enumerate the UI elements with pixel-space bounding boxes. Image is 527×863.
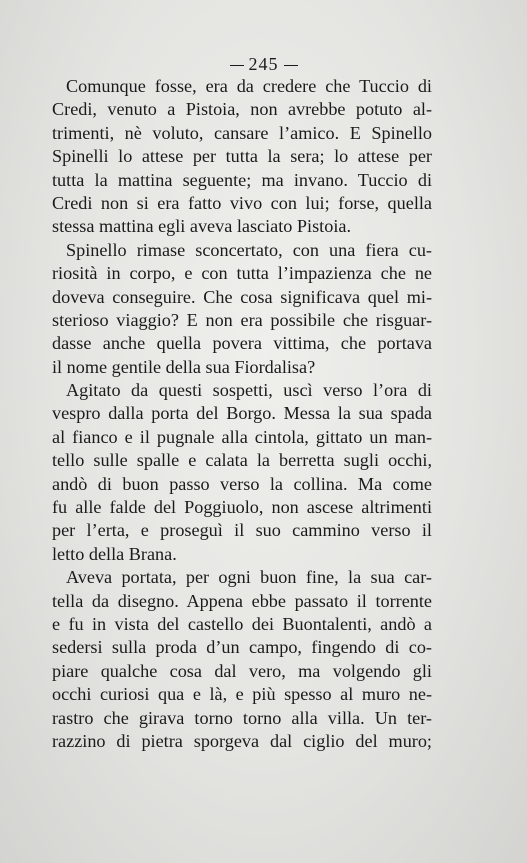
text-line: occhi curiosi qua e là, e più spesso al muro ne-	[52, 684, 432, 705]
text-line: piare qualche cosa dal vero, ma volgendo gli	[52, 660, 432, 681]
text-line: sterioso viaggio? E non era possibile che risguar-	[52, 309, 432, 330]
text-line: Agitato da questi sospetti, uscì verso l’ora di	[66, 380, 432, 401]
text-line: e fu in vista del castello dei Buontalenti, andò a	[52, 613, 432, 634]
page-number	[0, 54, 527, 75]
text-line: tella da disegno. Appena ebbe passato il torrente	[52, 590, 432, 611]
text-line: fu alle falde del Poggiuolo, non ascese altrimenti	[52, 497, 432, 518]
text-line: il nome gentile della sua Fiordalisa?	[52, 356, 316, 377]
text-line: rastro che girava torno torno alla villa. Un ter-	[52, 707, 432, 728]
text-line: vespro dalla porta del Borgo. Messa la sua spada	[52, 403, 432, 424]
paragraph-4	[52, 566, 432, 753]
page-number-dash-right	[284, 65, 298, 66]
page-number-dash-left	[230, 65, 244, 66]
text-line: Comunque fosse, era da credere che Tuccio di	[66, 76, 432, 96]
text-line: tutta la mattina seguente; ma invano. Tuccio di	[52, 169, 432, 190]
text-line: letto della Brana.	[52, 543, 177, 564]
text-line: al fianco e il pugnale alla cintola, gittato un man-	[52, 426, 432, 447]
text-line: riosità in corpo, e con tutta l’impazienza che ne	[52, 263, 432, 284]
paragraph-1	[52, 75, 432, 239]
text-line: tello sulle spalle e calata la berretta sugli occhi,	[52, 450, 432, 471]
text-line: sedersi sulla proda d’un campo, fingendo di co-	[52, 637, 432, 658]
text-line: Credi non si era fatto vivo con lui; forse, quella	[52, 192, 432, 213]
text-line: dasse anche quella povera vittima, che portava	[52, 333, 432, 354]
text-line: razzino di pietra sporgeva dal ciglio del muro;	[52, 730, 432, 751]
text-line: stessa mattina egli aveva lasciato Pistoia.	[52, 216, 352, 237]
page-number-value: 245	[248, 54, 279, 74]
paragraph-2	[52, 239, 432, 379]
text-line: per l’erta, e proseguì il suo cammino verso il	[52, 520, 432, 541]
text-line: Aveva portata, per ogni buon fine, la sua car-	[66, 567, 432, 588]
text-line: Spinelli lo attese per tutta la sera; lo attese per	[52, 146, 432, 167]
text-line: doveva conseguire. Che cosa significava quel mi-	[52, 286, 432, 307]
text-line: andò di buon passo verso la collina. Ma come	[52, 473, 432, 494]
text-line: trimenti, nè voluto, cansare l’amico. E Spinello	[52, 122, 432, 143]
text-line: Credi, venuto a Pistoia, non avrebbe potuto al-	[52, 99, 432, 120]
body-text	[52, 75, 432, 753]
text-line: Spinello rimase sconcertato, con una fiera cu-	[66, 239, 432, 260]
paragraph-3	[52, 379, 432, 566]
